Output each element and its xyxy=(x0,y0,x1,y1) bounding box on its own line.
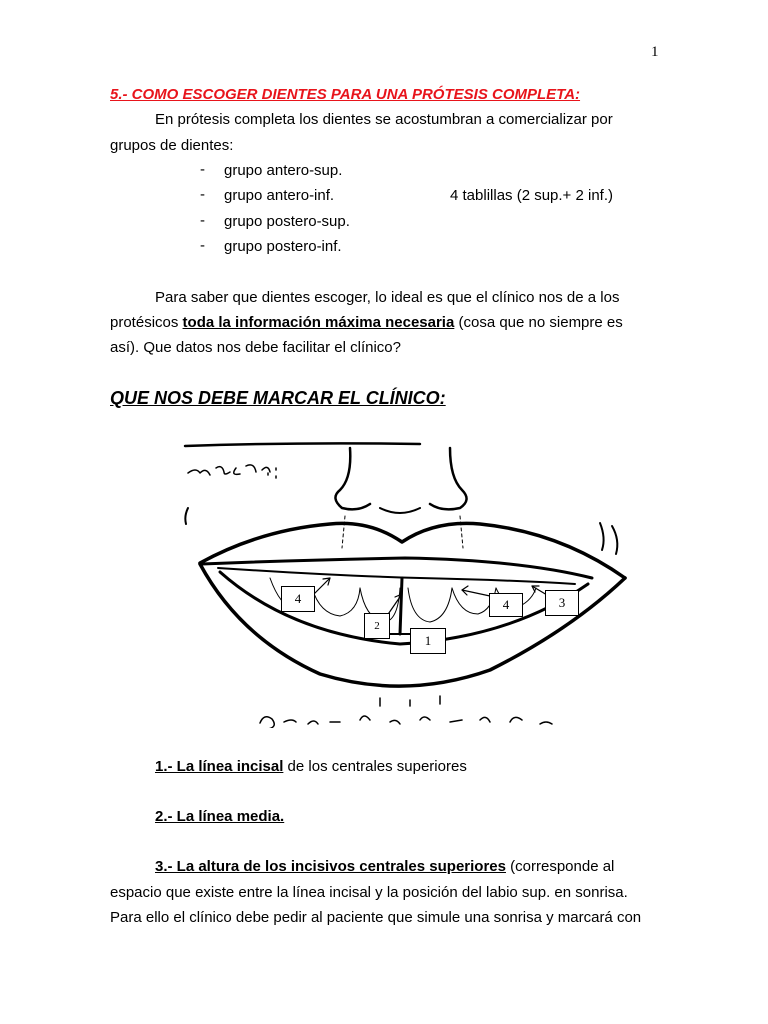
para1-bold-phrase: toda la información máxima necesaria xyxy=(182,314,455,331)
list-dash: - xyxy=(200,212,205,229)
item-3-rest: (corresponde al xyxy=(505,858,615,875)
item-3-bold: 3.- La altura de los incisivos centrales superiores xyxy=(155,858,506,875)
label-4-left: 4 xyxy=(281,586,315,612)
clinico-heading: QUE NOS DEBE MARCAR EL CLÍNICO: xyxy=(110,388,446,408)
page-number: 1 xyxy=(651,44,659,60)
label-4-right: 4 xyxy=(489,593,523,617)
item-1-rest: de los centrales superiores xyxy=(283,758,467,775)
section-title: 5.- COMO ESCOGER DIENTES PARA UNA PRÓTESIS COMPLETA: xyxy=(110,86,581,103)
label-3: 3 xyxy=(545,590,579,616)
group-item: grupo antero-inf. xyxy=(224,187,335,204)
item-2-bold: 2.- La línea media. xyxy=(155,808,285,825)
label-2: 2 xyxy=(364,613,390,639)
para1-line-2-pre: protésicos xyxy=(110,314,183,331)
smile-drawing xyxy=(180,438,640,728)
group-item: grupo postero-sup. xyxy=(224,213,350,230)
list-dash: - xyxy=(200,237,205,254)
intro-line-2: grupos de dientes: xyxy=(110,137,234,154)
para1-line-2 xyxy=(110,313,623,333)
label-1: 1 xyxy=(410,628,446,654)
smile-diagram xyxy=(180,438,640,728)
item-3-line-2: espacio que existe entre la línea incisal y la posición del labio sup. en sonrisa. xyxy=(110,884,628,901)
item-3-line-3: Para ello el clínico debe pedir al paciente que simule una sonrisa y marcará con xyxy=(110,909,642,926)
item-2 xyxy=(155,807,284,827)
group-item: grupo postero-inf. xyxy=(224,238,342,255)
list-dash: - xyxy=(200,186,205,203)
item-1-bold: 1.- La línea incisal xyxy=(155,758,284,775)
item-3 xyxy=(155,857,614,877)
para1-line-2-post: (cosa que no siempre es xyxy=(454,314,623,331)
para1-line-1: Para saber que dientes escoger, lo ideal es que el clínico nos de a los xyxy=(155,289,620,306)
tablillas-note: 4 tablillas (2 sup.+ 2 inf.) xyxy=(450,187,614,204)
group-item: grupo antero-sup. xyxy=(224,162,343,179)
para1-line-3: así). Que datos nos debe facilitar el clínico? xyxy=(110,339,401,356)
intro-line-1: En prótesis completa los dientes se acostumbran a comercializar por xyxy=(155,111,613,128)
list-dash: - xyxy=(200,161,205,178)
item-1 xyxy=(155,757,467,777)
